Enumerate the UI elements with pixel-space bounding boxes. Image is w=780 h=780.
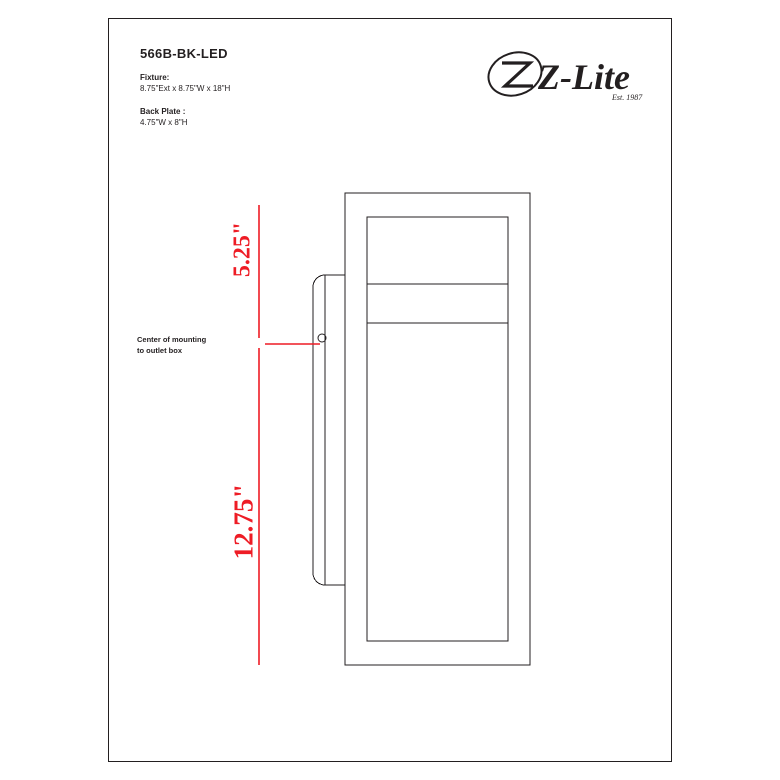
fixture-drawing <box>300 185 540 675</box>
fixture-glass-panel <box>367 217 508 641</box>
fixture-outer-body <box>345 193 530 665</box>
svg-text:Est. 1987: Est. 1987 <box>612 93 643 102</box>
dimension-label-lower: 12.75" <box>228 483 259 560</box>
spec-back-plate-value: 4.75"W x 8"H <box>140 117 188 127</box>
fixture-back-plate <box>313 275 325 585</box>
brand-logo <box>486 48 646 106</box>
mounting-callout <box>137 335 257 356</box>
z-lite-logo-icon <box>486 48 646 106</box>
page-title: 566B-BK-LED <box>140 46 228 61</box>
mounting-callout-line-2: to outlet box <box>137 345 182 355</box>
spec-back-plate <box>140 107 440 129</box>
spec-back-plate-label: Back Plate : <box>140 106 186 116</box>
title-block <box>140 47 440 140</box>
fixture-mount-stem <box>325 275 345 585</box>
spec-fixture-value: 8.75"Ext x 8.75"W x 18"H <box>140 84 231 94</box>
dimension-label-upper: 5.25" <box>229 221 256 278</box>
mounting-callout-line-1: Center of mounting <box>137 335 207 344</box>
svg-text:Z-Lite: Z-Lite <box>538 57 630 97</box>
spec-fixture <box>140 73 440 95</box>
spec-fixture-label: Fixture: <box>140 73 170 83</box>
